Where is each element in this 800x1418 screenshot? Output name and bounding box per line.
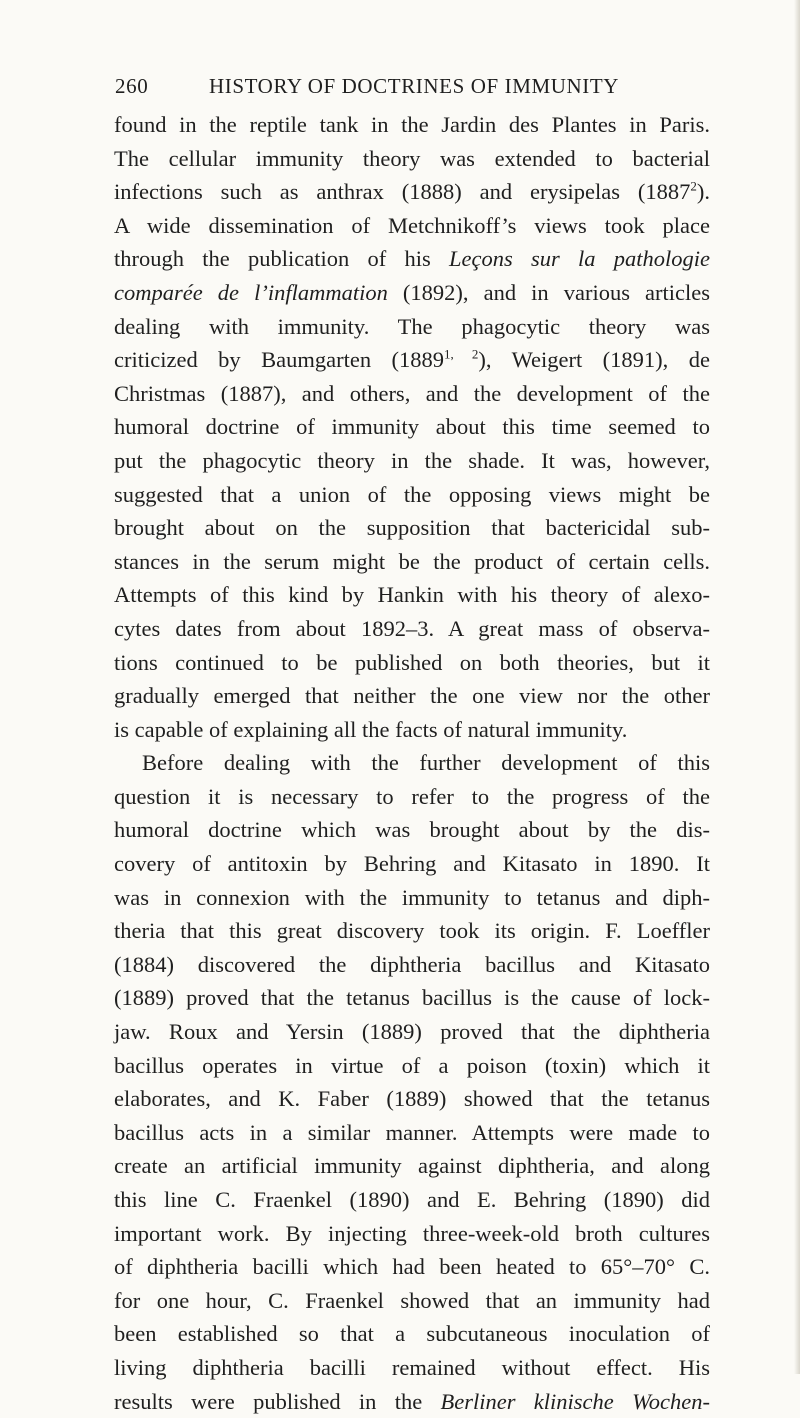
text-line — [114, 209, 710, 243]
text-run: bacillus acts in a similar manner. Attempts were made to — [114, 1119, 710, 1145]
text-run: cytes dates from about 1892–3. A great mass of observa- — [114, 615, 710, 641]
text-line — [114, 713, 710, 747]
text-line — [114, 343, 710, 377]
text-run: brought about on the supposition that bactericidal sub- — [114, 515, 710, 541]
running-head: HISTORY OF DOCTRINES OF IMMUNITY — [209, 74, 620, 98]
text-run: Christmas (1887), and others, and the development of the — [114, 380, 710, 406]
page-edge — [794, 0, 800, 1374]
text-run: dealing with immunity. The phagocytic theory was — [114, 313, 710, 339]
text-line — [114, 478, 710, 512]
text-run: create an artificial immunity against diphtheria, and along — [114, 1153, 710, 1179]
text-line — [114, 813, 710, 847]
text-run: question it is necessary to refer to the progress of the — [114, 783, 710, 809]
text-line — [114, 545, 710, 579]
body-text — [114, 108, 710, 1418]
text-run: gradually emerged that neither the one view nor the other — [114, 683, 710, 709]
text-line — [114, 646, 710, 680]
superscript: 2 — [690, 178, 697, 194]
italic-title: Berliner klinische Wochen- — [440, 1388, 710, 1414]
text-run: humoral doctrine which was brought about by the dis- — [114, 817, 710, 843]
text-run: (1884) discovered the diphtheria bacillus and Kitasato — [114, 951, 710, 977]
text-run: living diphtheria bacilli remained without effect. His — [114, 1354, 710, 1380]
text-run: ), Weigert (1891), de — [478, 347, 710, 373]
text-run: for one hour, C. Fraenkel showed that an immunity had — [114, 1287, 710, 1313]
text-line — [114, 1183, 710, 1217]
text-line — [114, 175, 710, 209]
text-run: Before dealing with the further development of this — [142, 750, 710, 776]
text-run: tions continued to be published on both theories, but it — [114, 649, 710, 675]
text-line — [114, 108, 710, 142]
text-line — [114, 1317, 710, 1351]
text-line — [114, 1385, 710, 1418]
text-line — [114, 679, 710, 713]
text-line — [114, 881, 710, 915]
text-run: stances in the serum might be the product of certain cells. — [114, 548, 710, 574]
text-run: humoral doctrine of immunity about this time seemed to — [114, 414, 710, 440]
text-run: this line C. Fraenkel (1890) and E. Behring (1890) did — [114, 1187, 710, 1212]
text-run: jaw. Roux and Yersin (1889) proved that the diphtheria — [114, 1019, 710, 1045]
text-run: found in the reptile tank in the Jardin des Plantes in Paris. — [114, 112, 710, 137]
text-line — [114, 310, 710, 344]
text-line — [114, 1149, 710, 1183]
text-line — [114, 1116, 710, 1150]
text-run: suggested that a union of the opposing views might be — [114, 481, 710, 507]
text-run: elaborates, and K. Faber (1889) showed that the tetanus — [114, 1086, 710, 1112]
text-run: important work. By injecting three-week-old broth cultures — [114, 1220, 710, 1246]
text-run: The cellular immunity theory was extended to bacterial — [114, 145, 710, 171]
superscript: 1, 2 — [444, 346, 479, 362]
italic-title: comparée de l’inflammation — [114, 279, 388, 305]
text-line — [114, 981, 710, 1015]
text-run: was in connexion with the immunity to tetanus and diph- — [114, 884, 710, 910]
text-line — [114, 242, 710, 276]
italic-title: Leçons sur la pathologie — [448, 246, 710, 272]
text-run: through the publication of his — [114, 246, 449, 272]
page-header — [115, 74, 705, 99]
text-run: A wide dissemination of Metchnikoff’s views took place — [114, 212, 710, 238]
text-run: results were published in the — [114, 1388, 441, 1414]
text-run: (1892), and in various articles — [387, 279, 710, 305]
text-line — [114, 1049, 710, 1083]
text-run: is capable of explaining all the facts of natural immunity. — [114, 716, 628, 742]
text-run: Attempts of this kind by Hankin with his theory of alexo- — [114, 582, 710, 608]
text-line — [114, 1082, 710, 1116]
text-line — [114, 444, 710, 478]
text-line — [114, 1351, 710, 1385]
text-run: put the phagocytic theory in the shade. It was, however, — [114, 447, 710, 473]
text-line — [114, 948, 710, 982]
text-line — [114, 1284, 710, 1318]
text-line — [114, 780, 710, 814]
text-run: of diphtheria bacilli which had been heated to 65°–70° C. — [114, 1254, 710, 1280]
text-line — [114, 276, 710, 310]
text-line — [114, 914, 710, 948]
text-line — [114, 142, 710, 176]
text-run: been established so that a subcutaneous inoculation of — [114, 1321, 710, 1347]
text-run: bacillus operates in virtue of a poison (toxin) which it — [114, 1052, 710, 1078]
text-line — [114, 847, 710, 881]
text-line — [114, 1217, 710, 1251]
page-number: 260 — [115, 74, 149, 98]
text-line — [114, 1250, 710, 1284]
text-run: ). — [696, 179, 710, 205]
text-line — [114, 1015, 710, 1049]
text-line — [114, 511, 710, 545]
text-run: theria that this great discovery took its origin. F. Loeffler — [114, 918, 710, 944]
text-line — [114, 746, 710, 780]
text-run: criticized by Baumgarten (1889 — [114, 347, 445, 373]
text-line — [114, 410, 710, 444]
text-run: (1889) proved that the tetanus bacillus is the cause of lock- — [114, 985, 710, 1011]
text-run: infections such as anthrax (1888) and erysipelas (1887 — [114, 179, 691, 205]
text-line — [114, 377, 710, 411]
text-line — [114, 612, 710, 646]
text-run: covery of antitoxin by Behring and Kitasato in 1890. It — [114, 851, 710, 877]
text-line — [114, 578, 710, 612]
